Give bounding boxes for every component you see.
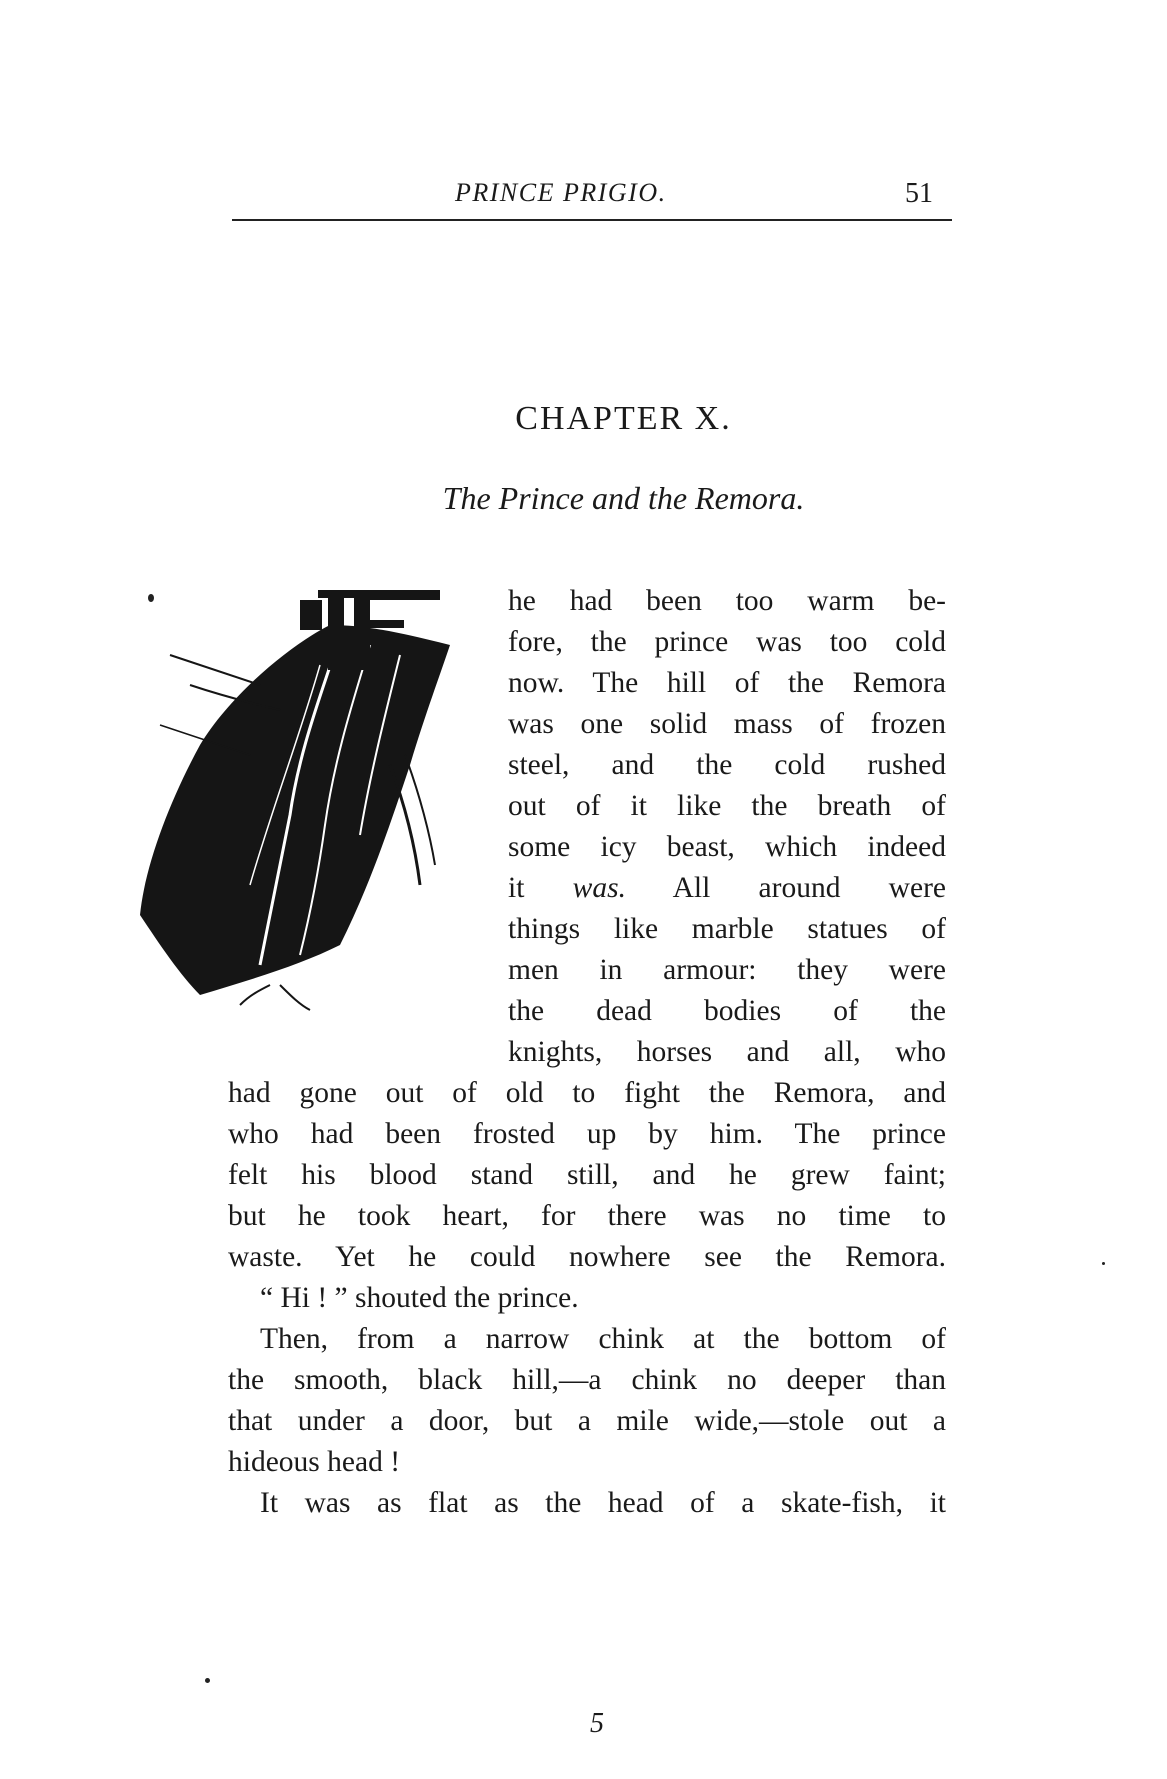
text-line: the dead bodies of the xyxy=(508,995,946,1027)
text-line: but he took heart, for there was no time to xyxy=(228,1200,946,1232)
text-line: was one solid mass of frozen xyxy=(508,708,946,740)
text-line: steel, and the cold rushed xyxy=(508,749,946,781)
text-line: the smooth, black hill,—a chink no deeper than xyxy=(228,1364,946,1396)
dark-rock-icon xyxy=(140,625,450,1010)
text-line: things like marble statues of xyxy=(508,913,946,945)
text-line: he had been too warm be- xyxy=(508,585,946,617)
signature-mark: 5 xyxy=(590,1708,604,1739)
print-speck xyxy=(1102,1262,1105,1265)
text-line: out of it like the breath of xyxy=(508,790,946,822)
page-number: 51 xyxy=(905,178,933,209)
chapter-heading: CHAPTER X. xyxy=(515,400,732,437)
drop-cap-illustration xyxy=(140,585,500,1015)
text-line: knights, horses and all, who xyxy=(508,1036,946,1068)
text-line: hideous head ! xyxy=(228,1446,401,1478)
text-line: that under a door, but a mile wide,—stole out a xyxy=(228,1405,946,1437)
text-line: felt his blood stand still, and he grew faint; xyxy=(228,1159,946,1191)
text-line: had gone out of old to fight the Remora, and xyxy=(228,1077,946,1109)
text-line: some icy beast, which indeed xyxy=(508,831,946,863)
text-line: men in armour: they were xyxy=(508,954,946,986)
paragraph-wide xyxy=(228,1073,946,1524)
running-header-title: PRINCE PRIGIO. xyxy=(455,178,667,207)
text-line: fore, the prince was too cold xyxy=(508,626,946,658)
text-line: Then, from a narrow chink at the bottom of xyxy=(260,1323,946,1355)
text-line: “ Hi ! ” shouted the prince. xyxy=(260,1282,579,1314)
print-speck xyxy=(148,594,154,602)
text-fragment: it xyxy=(508,872,525,904)
chapter-subtitle: The Prince and the Remora. xyxy=(442,480,805,516)
text-line: who had been frosted up by him. The prince xyxy=(228,1118,946,1150)
print-speck xyxy=(205,1678,210,1683)
text-line: waste. Yet he could nowhere see the Remora. xyxy=(228,1241,946,1273)
header-rule xyxy=(232,219,952,221)
text-line: It was as flat as the head of a skate-fish, it xyxy=(260,1487,946,1519)
text-line: now. The hill of the Remora xyxy=(508,667,946,699)
text-fragment: All around were xyxy=(672,872,946,904)
paragraph-narrow xyxy=(508,581,946,1073)
text-line xyxy=(508,868,946,909)
emphasis-text: was. xyxy=(572,872,626,904)
